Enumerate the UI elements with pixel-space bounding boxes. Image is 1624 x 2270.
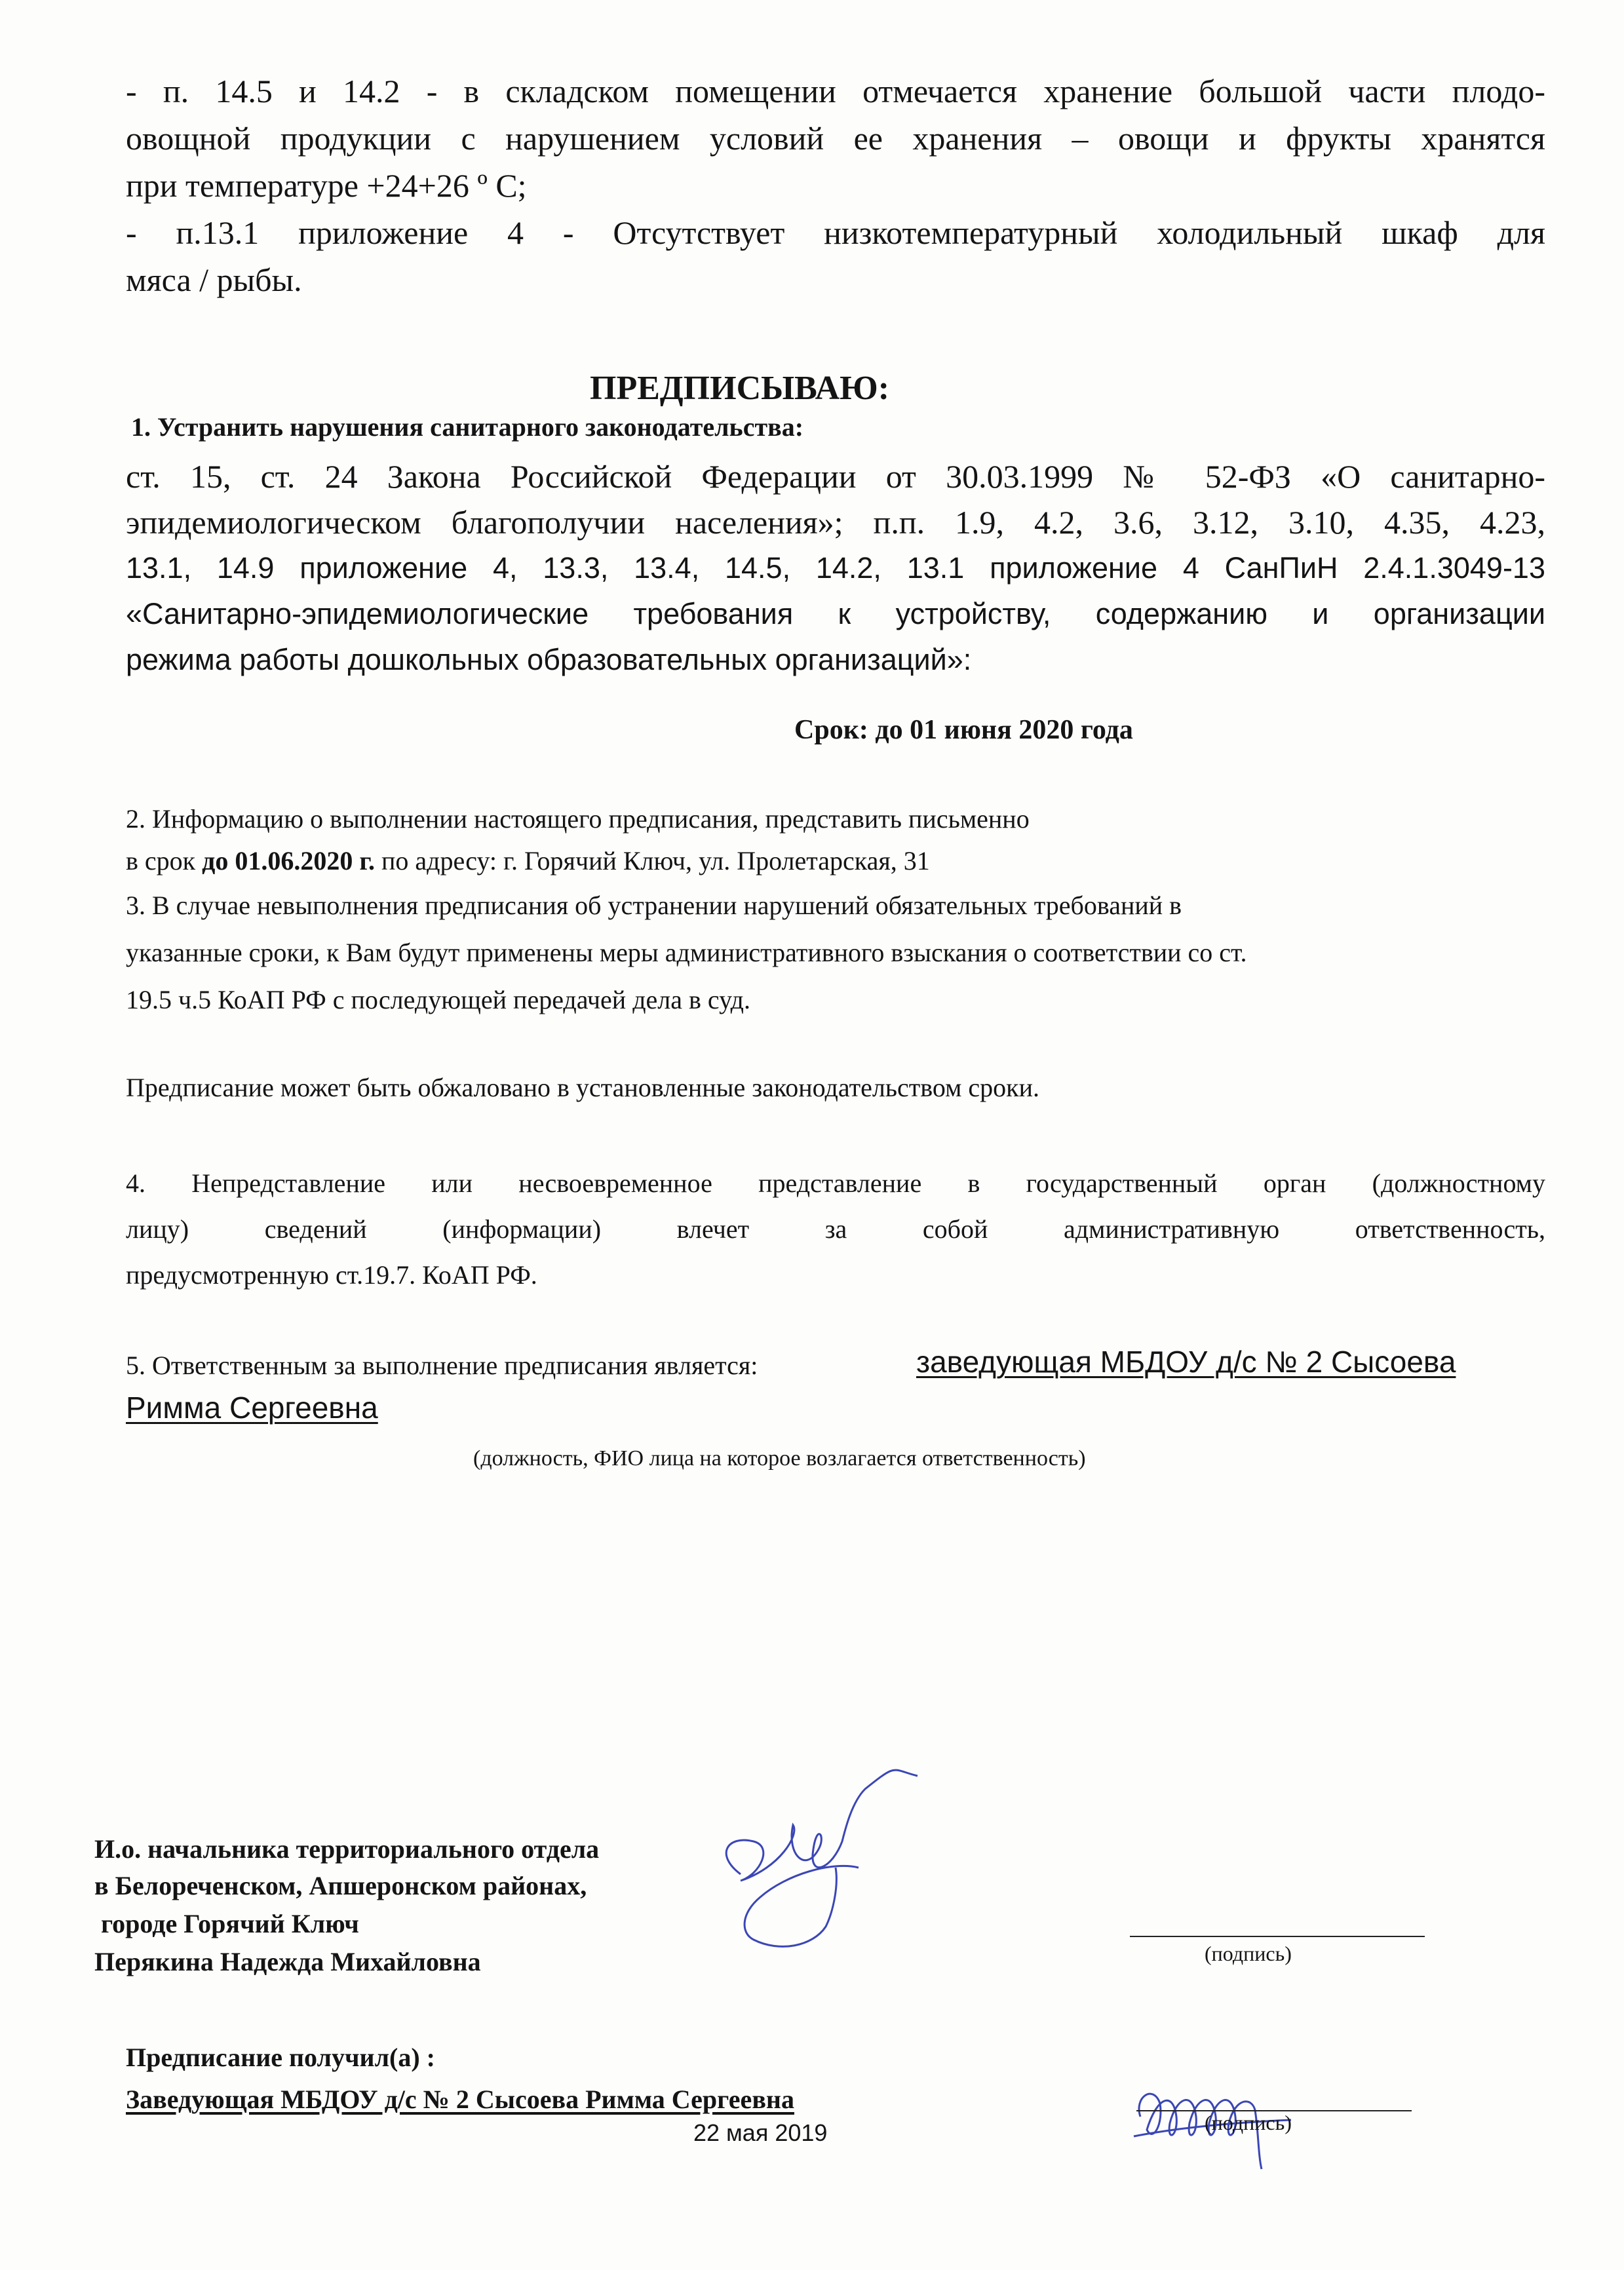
item-1-line-1: ст. 15, ст. 24 Закона Российской Федерации от 30.03.1999 № 52-ФЗ «О санитарно- — [126, 458, 1545, 495]
signatory-name: Перякина Надежда Михайловна — [94, 1947, 481, 1976]
signature-caption-1: (подпись) — [1205, 1942, 1292, 1965]
item-3-line-1: 3. В случае невыполнения предписания об устранении нарушений обязательных требований в — [126, 891, 1182, 920]
violation-1-line-3: при температуре +24+26 º С; — [126, 167, 527, 204]
violation-2-line-1: - п.13.1 приложение 4 - Отсутствует низкотемпературный холодильный шкаф для — [126, 214, 1545, 251]
item-3-line-2: указанные сроки, к Вам будут применены меры административного взыскания о соответствии со ст. — [126, 938, 1247, 967]
appeal-note: Предписание может быть обжаловано в установленные законодательством сроки. — [126, 1073, 1040, 1102]
item-2-address: по адресу: г. Горячий Ключ, ул. Пролетарская, 31 — [374, 846, 930, 875]
signature-caption-2: (подпись) — [1205, 2111, 1292, 2134]
order-heading: ПРЕДПИСЫВАЮ: — [590, 370, 890, 407]
item-2-pre: в срок — [126, 846, 203, 875]
responsible-caption: (должность, ФИО лица на которое возлагается ответственность) — [473, 1446, 1086, 1471]
signature-line-1 — [1130, 1936, 1425, 1937]
responsible-person-part-1: заведующая МБДОУ д/с № 2 Сысоева — [916, 1345, 1456, 1379]
item-1-line-4: «Санитарно-эпидемиологические требования к устройству, содержанию и организации — [126, 597, 1545, 630]
signatory-line-3: городе Горячий Ключ — [94, 1909, 359, 1938]
responsible-person-part-2: Римма Сергеевна — [126, 1391, 378, 1425]
item-5-label: 5. Ответственным за выполнение предписания является: — [126, 1351, 758, 1380]
deadline: Срок: до 01 июня 2020 года — [794, 715, 1133, 745]
violation-1-line-2: овощной продукции с нарушением условий ее хранения – овощи и фрукты хранятся — [126, 120, 1545, 157]
violation-1-line-1: - п. 14.5 и 14.2 - в складском помещении отмечается хранение большой части плодо- — [126, 73, 1545, 109]
item-2-line-1: 2. Информацию о выполнении настоящего предписания, представить письменно — [126, 804, 1030, 834]
item-1-line-2: эпидемиологическом благополучии населения»; п.п. 1.9, 4.2, 3.6, 3.12, 3.10, 4.35, 4.23, — [126, 504, 1545, 541]
handwritten-signature-1 — [701, 1763, 924, 1959]
receipt-name: Заведующая МБДОУ д/с № 2 Сысоева Римма Сергеевна — [126, 2085, 794, 2114]
item-2-deadline: до 01.06.2020 г. — [202, 846, 375, 875]
item-2-line-2 — [126, 845, 930, 877]
item-4-line-3: предусмотренную ст.19.7. КоАП РФ. — [126, 1260, 537, 1290]
signatory-line-1: И.о. начальника территориального отдела — [94, 1834, 600, 1864]
item-4-line-2: лицу) сведений (информации) влечет за собой административную ответственность, — [126, 1214, 1545, 1244]
item-3-line-3: 19.5 ч.5 КоАП РФ с последующей передачей дела в суд. — [126, 985, 750, 1014]
item-5-line-1 — [126, 1350, 758, 1381]
item-1-title: 1. Устранить нарушения санитарного законодательства: — [131, 412, 804, 442]
violation-2-line-2: мяса / рыбы. — [126, 261, 302, 298]
item-1-line-3: 13.1, 14.9 приложение 4, 13.3, 13.4, 14.5, 14.2, 13.1 приложение 4 СанПиН 2.4.1.3049-13 — [126, 551, 1545, 585]
item-1-line-5: режима работы дошкольных образовательных организаций»: — [126, 643, 972, 676]
receipt-title: Предписание получил(а) : — [126, 2043, 435, 2072]
signatory-line-2: в Белореченском, Апшеронском районах, — [94, 1871, 587, 1900]
item-4-line-1: 4. Непредставление или несвоевременное представление в государственный орган (должностному — [126, 1168, 1545, 1198]
receipt-date: 22 мая 2019 — [693, 2119, 828, 2146]
